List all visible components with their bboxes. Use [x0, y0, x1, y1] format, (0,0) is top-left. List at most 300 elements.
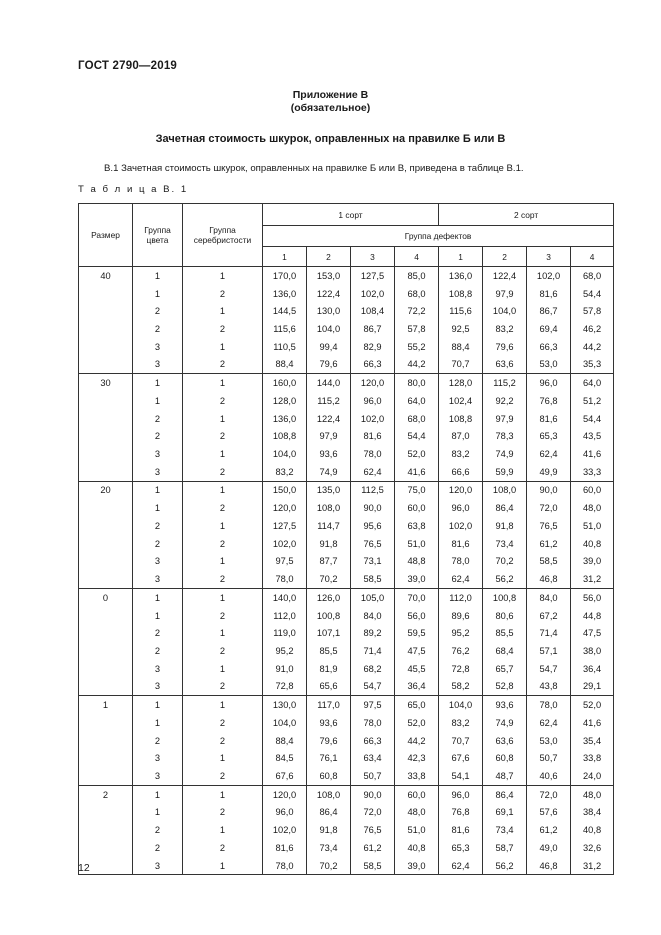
table-cell: 96,0: [263, 804, 307, 822]
table-cell: [79, 570, 133, 588]
table-cell: 80,6: [483, 607, 527, 625]
table-cell: 108,0: [307, 785, 351, 803]
table-cell: 126,0: [307, 588, 351, 606]
table-cell: 2: [183, 570, 263, 588]
table-cell: [79, 607, 133, 625]
table-cell: 79,6: [307, 732, 351, 750]
table-cell: 108,8: [439, 285, 483, 303]
table-row: [79, 767, 614, 785]
table-cell: 74,9: [307, 463, 351, 481]
table-cell: 83,2: [439, 714, 483, 732]
table-cell: 79,6: [307, 356, 351, 374]
price-table: [78, 203, 614, 875]
header-defect-number: 1: [439, 247, 483, 267]
table-cell: 81,6: [527, 410, 571, 428]
table-cell: 67,6: [439, 749, 483, 767]
table-cell: 114,7: [307, 517, 351, 535]
table-cell: 1: [133, 392, 183, 410]
table-cell: 70,2: [483, 553, 527, 571]
table-cell: 78,0: [439, 553, 483, 571]
table-cell: 2: [183, 320, 263, 338]
table-cell: 95,2: [439, 624, 483, 642]
table-cell: 51,2: [571, 392, 614, 410]
table-cell: 2: [133, 427, 183, 445]
table-cell: 41,6: [571, 445, 614, 463]
header-size: Размер: [79, 204, 133, 267]
table-cell: 36,4: [395, 678, 439, 696]
table-cell: [79, 804, 133, 822]
table-cell: 64,0: [571, 374, 614, 392]
table-cell: 2: [133, 839, 183, 857]
table-cell: 79,6: [483, 338, 527, 356]
table-cell: 2: [183, 767, 263, 785]
table-cell: 46,8: [527, 857, 571, 875]
table-cell: 153,0: [307, 267, 351, 285]
table-row: [79, 570, 614, 588]
table-cell: 76,8: [527, 392, 571, 410]
table-cell: 1: [133, 607, 183, 625]
table-cell: 3: [133, 445, 183, 463]
table-cell: 41,6: [571, 714, 614, 732]
table-cell: 54,7: [527, 660, 571, 678]
table-cell: 90,0: [351, 499, 395, 517]
table-cell: 66,6: [439, 463, 483, 481]
table-cell: 115,6: [263, 320, 307, 338]
table-cell: 63,8: [395, 517, 439, 535]
table-cell: 0: [79, 588, 133, 606]
table-cell: 75,0: [395, 481, 439, 499]
table-cell: 71,4: [527, 624, 571, 642]
table-cell: 76,2: [439, 642, 483, 660]
table-cell: 136,0: [263, 410, 307, 428]
table-cell: 38,4: [571, 804, 614, 822]
header-defect-number: 1: [263, 247, 307, 267]
table-cell: 73,1: [351, 553, 395, 571]
table-cell: 66,3: [351, 732, 395, 750]
table-cell: 2: [133, 821, 183, 839]
table-cell: [79, 356, 133, 374]
table-cell: [79, 302, 133, 320]
table-cell: 127,5: [351, 267, 395, 285]
table-cell: 58,2: [439, 678, 483, 696]
table-cell: 60,8: [307, 767, 351, 785]
table-cell: 76,5: [527, 517, 571, 535]
table-cell: 78,0: [263, 570, 307, 588]
header-defect-number: 3: [351, 247, 395, 267]
table-cell: 1: [133, 696, 183, 714]
table-cell: 66,3: [527, 338, 571, 356]
table-cell: 91,0: [263, 660, 307, 678]
table-cell: 52,0: [571, 696, 614, 714]
table-cell: 49,0: [527, 839, 571, 857]
table-cell: 112,0: [439, 588, 483, 606]
table-cell: 130,0: [263, 696, 307, 714]
table-cell: 97,9: [483, 285, 527, 303]
table-row: [79, 857, 614, 875]
table-cell: 84,0: [527, 588, 571, 606]
table-cell: 122,4: [307, 285, 351, 303]
table-cell: 86,4: [483, 785, 527, 803]
table-cell: 92,2: [483, 392, 527, 410]
table-cell: 117,0: [307, 696, 351, 714]
table-cell: [79, 821, 133, 839]
table-cell: 55,2: [395, 338, 439, 356]
table-cell: 52,0: [395, 714, 439, 732]
table-cell: 1: [133, 499, 183, 517]
table-cell: 3: [133, 678, 183, 696]
table-cell: 40,8: [571, 535, 614, 553]
table-cell: 44,8: [571, 607, 614, 625]
table-cell: 72,0: [351, 804, 395, 822]
table-cell: 81,6: [527, 285, 571, 303]
table-cell: 127,5: [263, 517, 307, 535]
table-cell: 1: [133, 785, 183, 803]
table-row: [79, 553, 614, 571]
table-cell: [79, 624, 133, 642]
table-cell: 40,6: [527, 767, 571, 785]
table-cell: 1: [183, 374, 263, 392]
table-cell: 78,0: [351, 445, 395, 463]
table-cell: 1: [183, 267, 263, 285]
table-cell: 104,0: [483, 302, 527, 320]
table-cell: 47,5: [395, 642, 439, 660]
table-cell: 72,8: [263, 678, 307, 696]
table-cell: 58,5: [351, 570, 395, 588]
table-cell: 81,6: [263, 839, 307, 857]
table-cell: 3: [133, 749, 183, 767]
table-cell: 63,6: [483, 732, 527, 750]
table-cell: 86,4: [307, 804, 351, 822]
table-cell: [79, 714, 133, 732]
table-cell: 160,0: [263, 374, 307, 392]
table-row: [79, 660, 614, 678]
table-cell: 1: [183, 588, 263, 606]
table-cell: 102,0: [439, 517, 483, 535]
table-cell: 78,0: [351, 714, 395, 732]
table-cell: 87,7: [307, 553, 351, 571]
table-cell: 58,5: [527, 553, 571, 571]
table-cell: [79, 499, 133, 517]
table-cell: 56,0: [571, 588, 614, 606]
page-number: 12: [78, 862, 90, 874]
table-cell: 1: [133, 714, 183, 732]
table-cell: 70,7: [439, 732, 483, 750]
table-cell: 81,6: [439, 535, 483, 553]
table-cell: 69,1: [483, 804, 527, 822]
table-row: [79, 356, 614, 374]
header-defect-number: 4: [571, 247, 614, 267]
table-cell: 81,9: [307, 660, 351, 678]
table-cell: 144,5: [263, 302, 307, 320]
table-cell: 81,6: [439, 821, 483, 839]
table-cell: 73,4: [483, 535, 527, 553]
table-cell: 3: [133, 570, 183, 588]
table-cell: 102,4: [439, 392, 483, 410]
table-cell: 44,2: [571, 338, 614, 356]
table-cell: 120,0: [439, 481, 483, 499]
table-row: [79, 607, 614, 625]
table-cell: 108,8: [439, 410, 483, 428]
table-cell: 93,6: [307, 714, 351, 732]
table-cell: 115,2: [307, 392, 351, 410]
table-cell: 63,6: [483, 356, 527, 374]
table-row: [79, 463, 614, 481]
table-cell: 2: [133, 732, 183, 750]
table-cell: 112,0: [263, 607, 307, 625]
table-cell: 85,0: [395, 267, 439, 285]
table-row: [79, 839, 614, 857]
table-cell: 1: [133, 267, 183, 285]
table-cell: 93,6: [483, 696, 527, 714]
table-cell: 90,0: [351, 785, 395, 803]
table-cell: 122,4: [307, 410, 351, 428]
table-cell: 83,2: [439, 445, 483, 463]
table-cell: 1: [79, 696, 133, 714]
table-cell: 100,8: [307, 607, 351, 625]
table-cell: 42,3: [395, 749, 439, 767]
table-cell: 2: [183, 499, 263, 517]
table-cell: 96,0: [439, 499, 483, 517]
table-cell: 31,2: [571, 857, 614, 875]
table-cell: 108,0: [307, 499, 351, 517]
table-row: [79, 785, 614, 803]
table-cell: [79, 553, 133, 571]
table-cell: 102,0: [351, 285, 395, 303]
table-cell: [79, 839, 133, 857]
table-cell: 64,0: [395, 392, 439, 410]
table-cell: 1: [183, 785, 263, 803]
table-cell: 73,4: [307, 839, 351, 857]
table-cell: 40,8: [571, 821, 614, 839]
table-cell: 58,5: [351, 857, 395, 875]
table-cell: 65,0: [395, 696, 439, 714]
table-cell: [79, 732, 133, 750]
table-cell: 70,7: [439, 356, 483, 374]
table-row: [79, 642, 614, 660]
table-cell: 76,1: [307, 749, 351, 767]
table-cell: 67,6: [263, 767, 307, 785]
table-cell: 104,0: [263, 714, 307, 732]
table-cell: 108,4: [351, 302, 395, 320]
table-cell: 50,7: [351, 767, 395, 785]
table-cell: 76,5: [351, 821, 395, 839]
table-cell: 89,2: [351, 624, 395, 642]
header-grade-2: 2 сорт: [439, 204, 614, 226]
table-cell: 86,7: [351, 320, 395, 338]
table-cell: 1: [183, 660, 263, 678]
table-cell: 135,0: [307, 481, 351, 499]
table-cell: 72,8: [439, 660, 483, 678]
table-cell: 76,8: [439, 804, 483, 822]
table-cell: 53,0: [527, 732, 571, 750]
table-cell: 1: [183, 481, 263, 499]
table-cell: 39,0: [395, 570, 439, 588]
table-cell: 122,4: [483, 267, 527, 285]
table-cell: 56,0: [395, 607, 439, 625]
table-cell: 68,0: [571, 267, 614, 285]
table-cell: 115,2: [483, 374, 527, 392]
table-cell: 1: [183, 517, 263, 535]
table-cell: 2: [133, 535, 183, 553]
table-cell: 1: [183, 302, 263, 320]
header-silver-group: Группа серебристости: [183, 204, 263, 267]
table-cell: 120,0: [263, 785, 307, 803]
table-cell: 2: [183, 804, 263, 822]
table-cell: 29,1: [571, 678, 614, 696]
table-cell: 97,5: [263, 553, 307, 571]
table-cell: 88,4: [263, 356, 307, 374]
table-cell: 2: [79, 785, 133, 803]
table-cell: 2: [183, 463, 263, 481]
table-cell: 83,2: [483, 320, 527, 338]
table-cell: 102,0: [351, 410, 395, 428]
table-cell: 62,4: [439, 570, 483, 588]
table-cell: 61,2: [527, 821, 571, 839]
table-cell: 95,2: [263, 642, 307, 660]
table-cell: 107,1: [307, 624, 351, 642]
table-cell: 62,4: [439, 857, 483, 875]
table-cell: 104,0: [263, 445, 307, 463]
table-cell: 140,0: [263, 588, 307, 606]
table-row: [79, 427, 614, 445]
table-cell: 65,6: [307, 678, 351, 696]
table-row: [79, 392, 614, 410]
table-cell: 96,0: [527, 374, 571, 392]
table-cell: 72,2: [395, 302, 439, 320]
table-cell: 170,0: [263, 267, 307, 285]
table-cell: 3: [133, 857, 183, 875]
table-cell: 2: [133, 517, 183, 535]
table-cell: 1: [183, 410, 263, 428]
table-cell: 58,7: [483, 839, 527, 857]
table-cell: 1: [133, 804, 183, 822]
table-cell: [79, 445, 133, 463]
table-cell: 88,4: [263, 732, 307, 750]
table-cell: 1: [183, 749, 263, 767]
header-defect-number: 4: [395, 247, 439, 267]
header-defect-number: 3: [527, 247, 571, 267]
table-cell: 63,4: [351, 749, 395, 767]
table-cell: 62,4: [527, 714, 571, 732]
table-cell: 95,6: [351, 517, 395, 535]
table-cell: 144,0: [307, 374, 351, 392]
table-cell: 70,2: [307, 857, 351, 875]
table-cell: 68,2: [351, 660, 395, 678]
table-cell: 54,1: [439, 767, 483, 785]
table-cell: 1: [133, 285, 183, 303]
table-cell: 48,7: [483, 767, 527, 785]
header-defect-number: 2: [483, 247, 527, 267]
table-cell: 3: [133, 338, 183, 356]
table-cell: 70,2: [307, 570, 351, 588]
table-cell: 59,5: [395, 624, 439, 642]
table-row: [79, 535, 614, 553]
table-cell: 36,4: [571, 660, 614, 678]
table-cell: 59,9: [483, 463, 527, 481]
table-cell: 104,0: [439, 696, 483, 714]
table-cell: 3: [133, 463, 183, 481]
table-cell: 57,6: [527, 804, 571, 822]
table-cell: 52,8: [483, 678, 527, 696]
table-cell: 2: [183, 356, 263, 374]
table-cell: 56,2: [483, 857, 527, 875]
table-cell: [79, 427, 133, 445]
table-cell: 89,6: [439, 607, 483, 625]
table-row: [79, 678, 614, 696]
table-cell: 62,4: [351, 463, 395, 481]
table-cell: 41,6: [395, 463, 439, 481]
table-cell: 74,9: [483, 714, 527, 732]
table-cell: 39,0: [395, 857, 439, 875]
table-cell: 97,5: [351, 696, 395, 714]
table-cell: 20: [79, 481, 133, 499]
table-cell: [79, 410, 133, 428]
table-cell: 54,7: [351, 678, 395, 696]
table-cell: 38,0: [571, 642, 614, 660]
table-cell: 2: [183, 535, 263, 553]
table-cell: 93,6: [307, 445, 351, 463]
table-cell: 40,8: [395, 839, 439, 857]
table-row: [79, 696, 614, 714]
table-cell: [79, 642, 133, 660]
table-row: [79, 445, 614, 463]
table-cell: 33,8: [395, 767, 439, 785]
table-cell: 54,4: [571, 285, 614, 303]
table-cell: 108,0: [483, 481, 527, 499]
table-row: [79, 714, 614, 732]
table-cell: 81,6: [351, 427, 395, 445]
table-cell: 43,8: [527, 678, 571, 696]
table-cell: 92,5: [439, 320, 483, 338]
table-cell: 60,0: [395, 499, 439, 517]
table-cell: [79, 392, 133, 410]
table-cell: 84,5: [263, 749, 307, 767]
table-cell: 1: [133, 374, 183, 392]
table-cell: 51,0: [571, 517, 614, 535]
table-cell: 2: [183, 285, 263, 303]
table-cell: 85,5: [483, 624, 527, 642]
table-cell: 100,8: [483, 588, 527, 606]
appendix-subtitle: (обязательное): [290, 102, 371, 114]
table-cell: 57,8: [395, 320, 439, 338]
table-cell: 51,0: [395, 535, 439, 553]
table-cell: 48,8: [395, 553, 439, 571]
table-cell: 136,0: [263, 285, 307, 303]
table-row: [79, 517, 614, 535]
table-cell: [79, 660, 133, 678]
table-cell: 30: [79, 374, 133, 392]
table-cell: 91,8: [307, 821, 351, 839]
table-cell: 115,6: [439, 302, 483, 320]
table-row: [79, 285, 614, 303]
table-cell: 44,2: [395, 356, 439, 374]
table-cell: 78,0: [527, 696, 571, 714]
table-cell: [79, 767, 133, 785]
table-cell: 67,2: [527, 607, 571, 625]
table-cell: 80,0: [395, 374, 439, 392]
table-cell: 49,9: [527, 463, 571, 481]
table-cell: 66,3: [351, 356, 395, 374]
table-cell: 70,0: [395, 588, 439, 606]
table-cell: 68,4: [483, 642, 527, 660]
table-cell: 31,2: [571, 570, 614, 588]
table-cell: 73,4: [483, 821, 527, 839]
table-cell: 50,7: [527, 749, 571, 767]
table-cell: 91,8: [483, 517, 527, 535]
table-cell: 2: [133, 302, 183, 320]
table-cell: 83,2: [263, 463, 307, 481]
table-cell: 2: [133, 642, 183, 660]
